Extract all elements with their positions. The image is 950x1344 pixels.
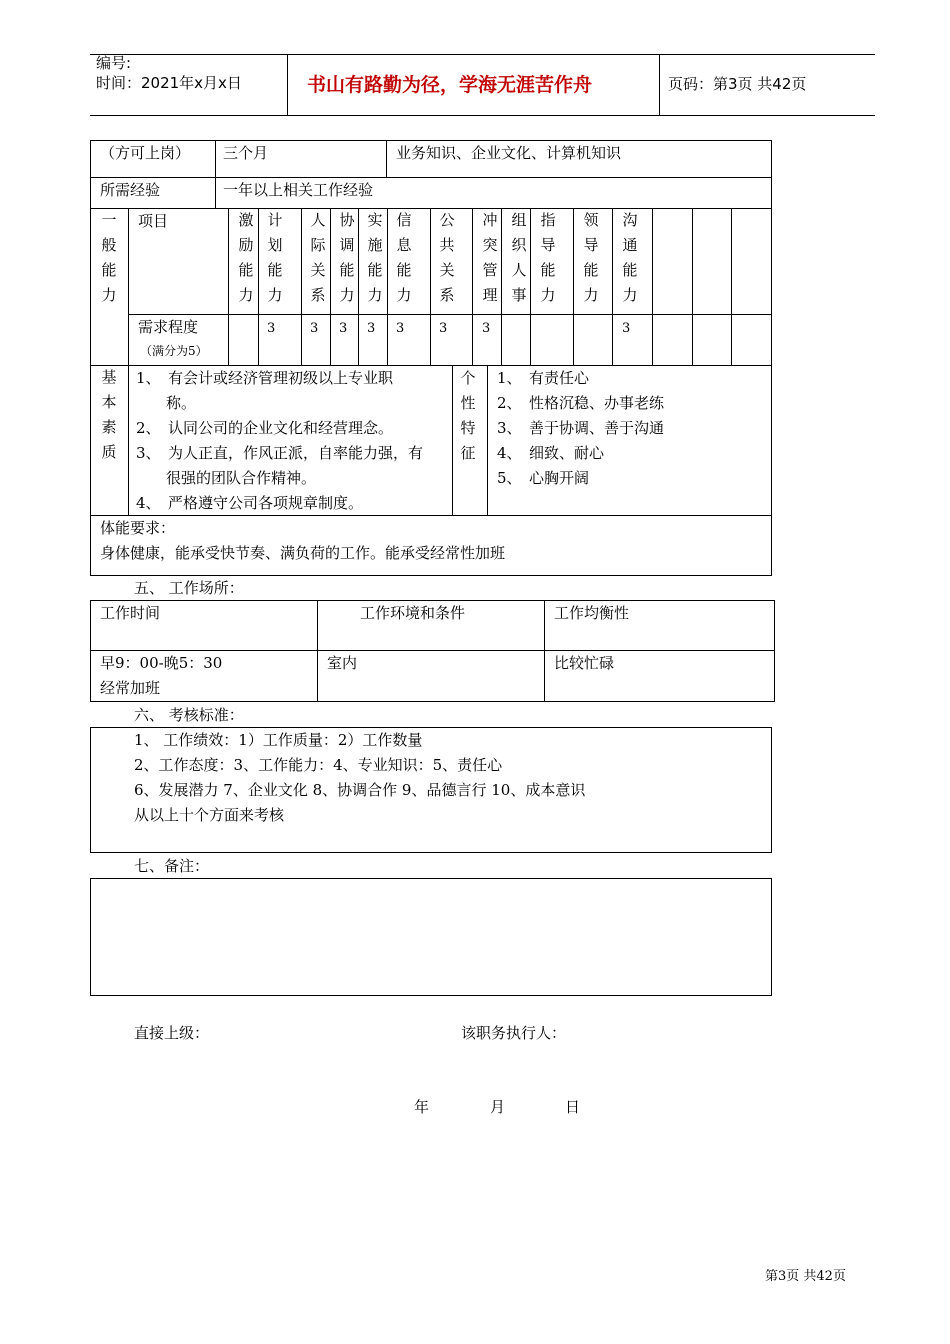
assessment-line: 1、 工作绩效：1）工作质量：2）工作数量	[134, 731, 423, 749]
header-divider-right	[659, 54, 660, 115]
date-month: 月	[490, 1098, 506, 1116]
work-time-value: 早9：00-晚5：30	[100, 654, 223, 672]
required-knowledge: 业务知识、企业文化、计算机知识	[396, 144, 622, 162]
header-bottom-rule	[90, 115, 875, 116]
quality-line: 4、 严格遵守公司各项规章制度。	[136, 494, 364, 512]
demand-value: 3	[310, 321, 319, 336]
executor-label: 该职务执行人：	[461, 1024, 567, 1042]
ability-communication: 沟通能力	[622, 211, 638, 304]
personality-item: 1、 有责任心	[497, 369, 590, 387]
demand-value: 3	[339, 321, 348, 336]
section7-title: 七、备注：	[134, 857, 210, 875]
demand-value: 3	[482, 321, 491, 336]
work-env-value: 室内	[327, 654, 358, 672]
page-label: 页码：第3页 共42页	[668, 75, 807, 93]
assessment-line: 从以上十个方面来考核	[134, 806, 285, 824]
assessment-line: 6、发展潜力 7、企业文化 8、协调合作 9、品德言行 10、成本意识	[134, 781, 586, 799]
demand-value: 3	[622, 321, 631, 336]
ability-interpersonal: 人际关系	[310, 211, 326, 304]
quality-line: 2、 认同公司的企业文化和经营理念。	[136, 419, 394, 437]
quality-line: 称。	[136, 394, 197, 412]
experience-label: 所需经验	[100, 181, 161, 199]
ability-public-relations: 公共关系	[439, 211, 455, 304]
ability-organization: 组织人事	[511, 211, 527, 304]
personality-item: 5、 心胸开阔	[497, 469, 590, 487]
time-label: 时间：2021年x月x日	[96, 74, 242, 92]
section5-title: 五、 工作场所：	[134, 579, 244, 597]
demand-value: 3	[396, 321, 405, 336]
ability-incentive: 激励能力	[238, 211, 254, 304]
personality-item: 3、 善于协调、善于沟通	[497, 419, 665, 437]
work-balance-value: 比较忙碌	[554, 654, 615, 672]
ability-leadership: 领导能力	[583, 211, 599, 304]
section6-title: 六、 考核标准：	[134, 706, 244, 724]
probation-period: 三个月	[223, 144, 269, 162]
work-overtime-value: 经常加班	[100, 679, 161, 697]
quality-line: 3、 为人正直，作风正派，自率能力强，有	[136, 444, 424, 462]
personality-item: 4、 细致、耐心	[497, 444, 605, 462]
ability-implementation: 实施能力	[367, 211, 383, 304]
remarks-box	[90, 878, 772, 996]
demand-label: 需求程度	[138, 318, 199, 336]
date-year: 年	[414, 1098, 430, 1116]
work-env-header: 工作环境和条件	[360, 604, 466, 622]
personality-item: 2、 性格沉稳、办事老练	[497, 394, 665, 412]
physical-value: 身体健康，能承受快节奏、满负荷的工作。能承受经常性加班	[100, 544, 506, 562]
item-label: 项目	[138, 212, 169, 230]
header-divider-left	[287, 54, 288, 115]
ability-coordination: 协调能力	[339, 211, 355, 304]
physical-label: 体能要求：	[100, 519, 176, 537]
quality-line: 很强的团队合作精神。	[136, 469, 317, 487]
work-balance-header: 工作均衡性	[554, 604, 630, 622]
quality-line: 1、 有会计或经济管理初级以上专业职	[136, 369, 394, 387]
ability-planning: 计划能力	[267, 211, 283, 304]
ability-guidance: 指导能力	[540, 211, 556, 304]
code-label: 编号:	[96, 54, 132, 72]
demand-value: 3	[267, 321, 276, 336]
basic-quality-label: 基本素质	[101, 368, 117, 461]
personality-label: 个性特征	[460, 369, 476, 462]
demand-note: （满分为5）	[140, 344, 208, 358]
assessment-line: 2、工作态度：3、工作能力：4、专业知识：5、责任心	[134, 756, 503, 774]
header-top-rule	[90, 54, 875, 55]
demand-value: 3	[439, 321, 448, 336]
work-time-header: 工作时间	[100, 604, 161, 622]
demand-value: 3	[367, 321, 376, 336]
supervisor-label: 直接上级：	[134, 1024, 210, 1042]
general-ability-label: 一般能力	[101, 211, 117, 304]
onboarding-note: （方可上岗）	[100, 144, 191, 162]
experience-value: 一年以上相关工作经验	[223, 181, 374, 199]
ability-conflict-management: 冲突管理	[482, 211, 498, 304]
motto: 书山有路勤为径，学海无涯苦作舟	[307, 74, 593, 96]
ability-information: 信息能力	[396, 211, 412, 304]
footer-page: 第3页 共42页	[765, 1269, 846, 1284]
date-day: 日	[565, 1098, 581, 1116]
